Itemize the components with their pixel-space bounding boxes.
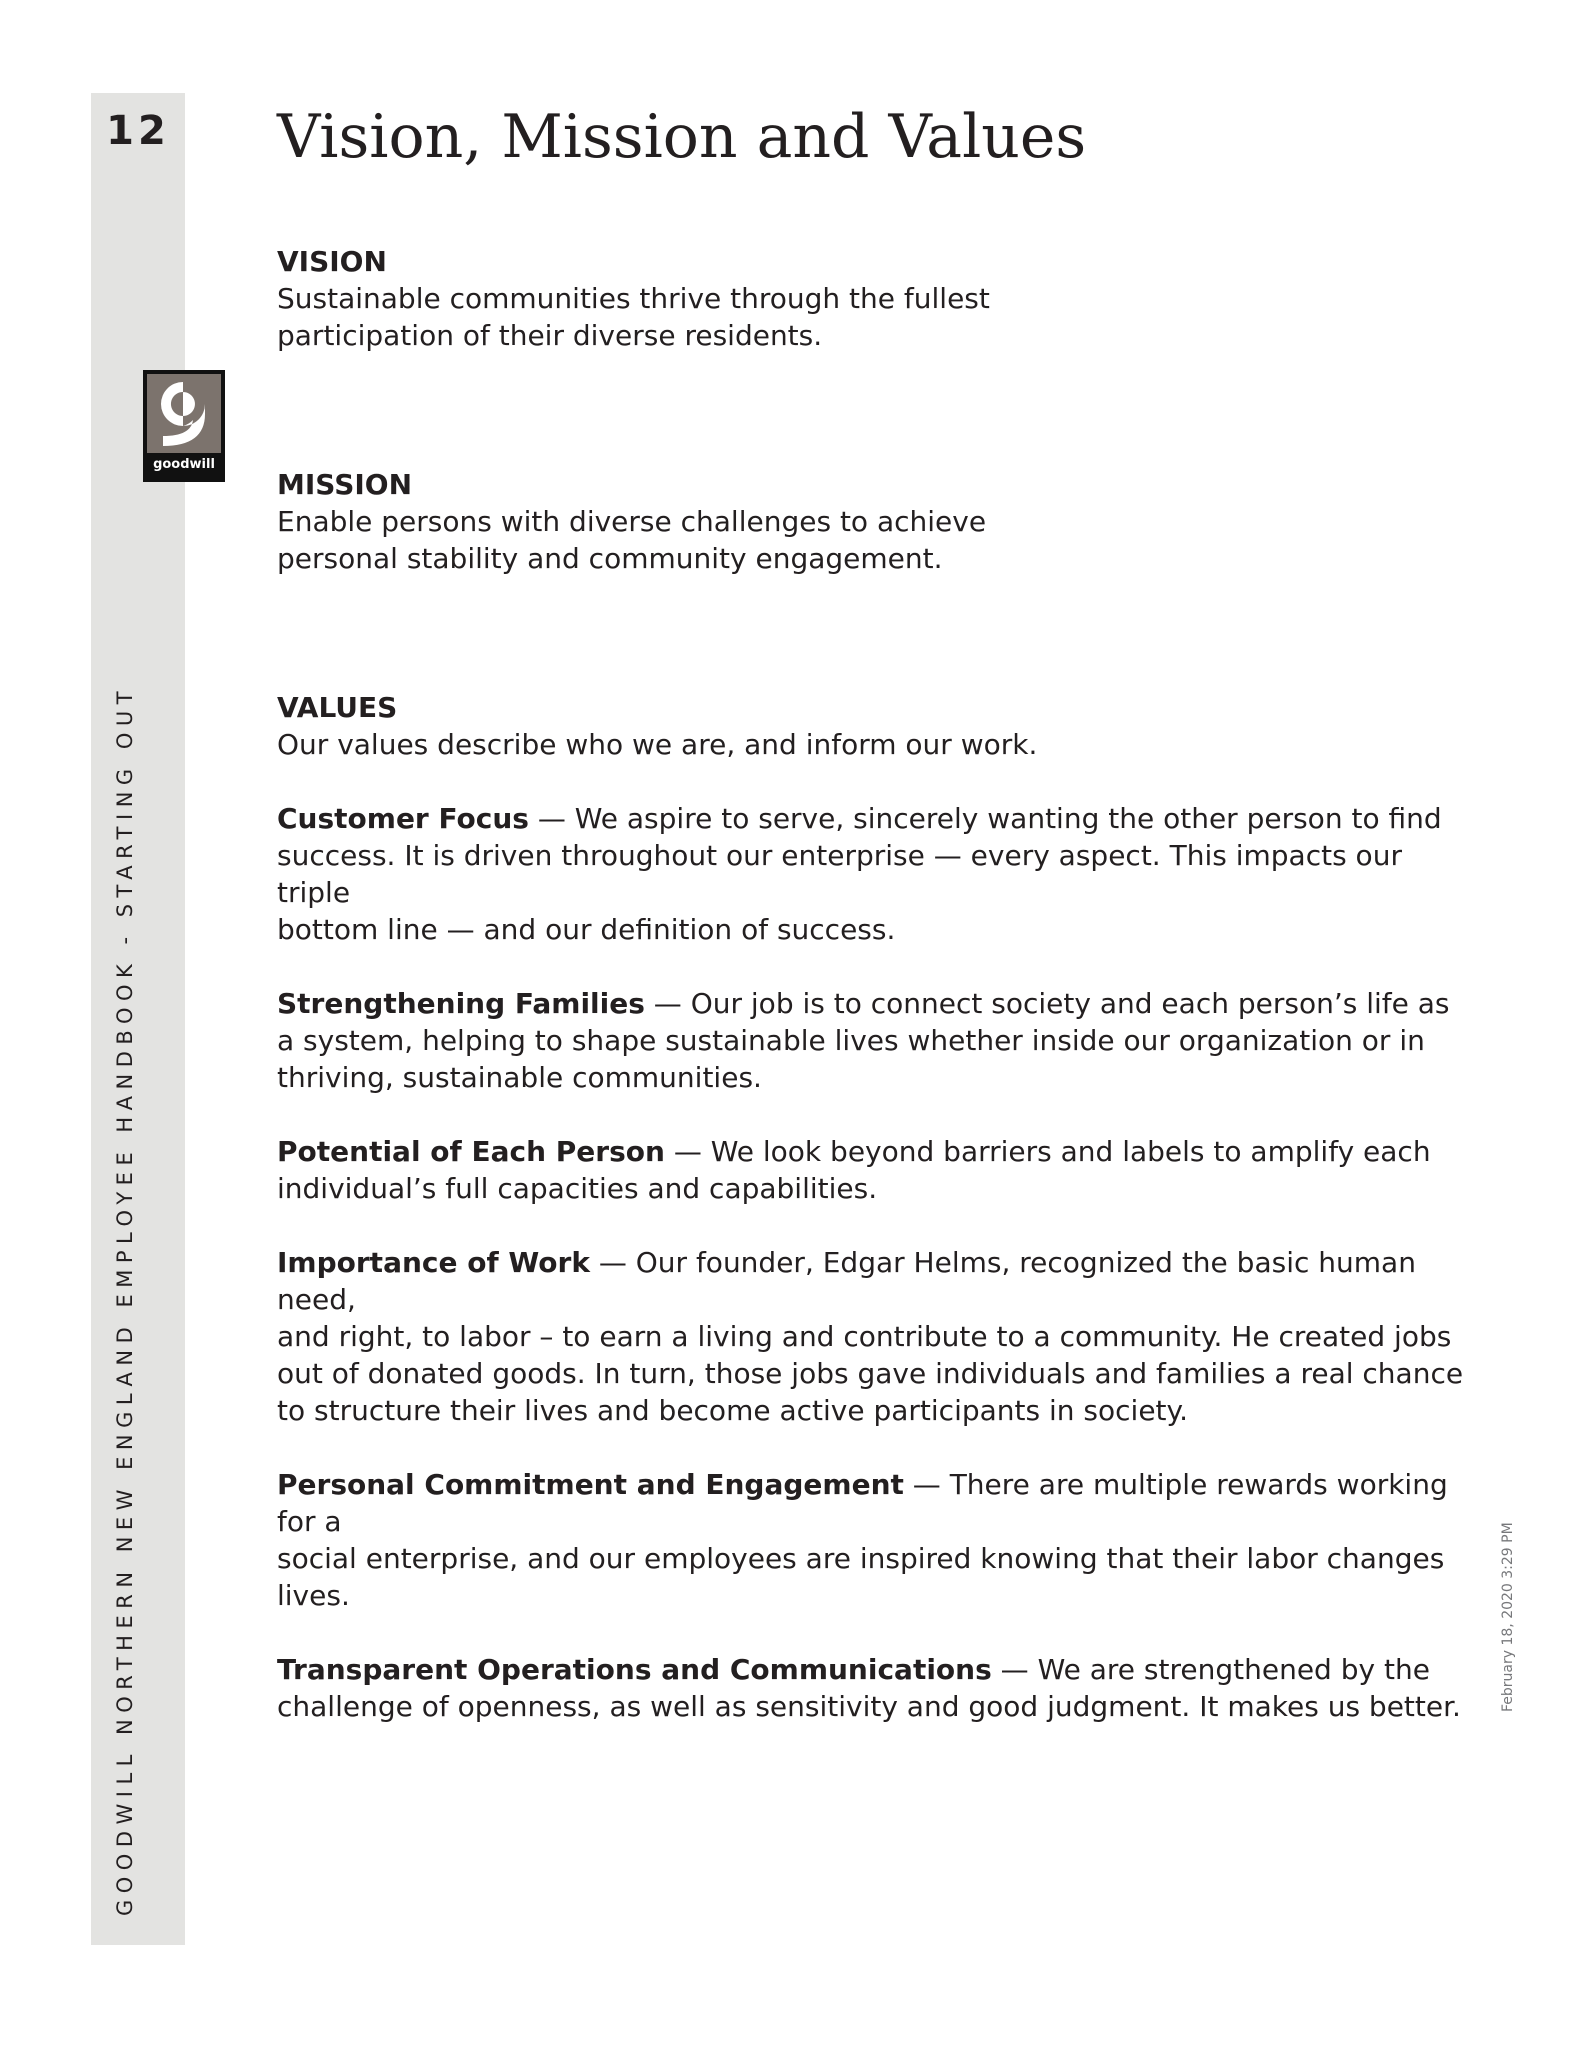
value-customer-focus — [277, 800, 1477, 948]
value-text: out of donated goods. In turn, those jobs gave individuals and families a real chance — [277, 1357, 1464, 1390]
mission-section — [277, 466, 1477, 577]
value-text: bottom line — and our definition of success. — [277, 913, 896, 946]
value-text: a system, helping to shape sustainable lives whether inside our organization or in — [277, 1024, 1425, 1057]
value-text: social enterprise, and our employees are inspired knowing that their labor changes — [277, 1542, 1445, 1575]
value-text: — Our founder, Edgar Helms, recognized the basic human need, — [277, 1246, 1416, 1316]
value-importance-of-work — [277, 1244, 1477, 1429]
logo-g-glyph — [147, 374, 221, 453]
value-text: — Our job is to connect society and each person’s life as — [644, 987, 1450, 1020]
page-title: Vision, Mission and Values — [277, 102, 1087, 172]
value-potential-of-each-person — [277, 1133, 1477, 1207]
value-text: — We look beyond barriers and labels to amplify each — [664, 1135, 1431, 1168]
vision-text-line: participation of their diverse residents. — [277, 319, 823, 352]
handbook-section-title: GOODWILL NORTHERN NEW ENGLAND EMPLOYEE HANDBOOK - STARTING OUT — [113, 684, 137, 1916]
vision-section — [277, 243, 1477, 354]
print-timestamp: February 18, 2020 3:29 PM — [1500, 1522, 1516, 1712]
value-text: and right, to labor – to earn a living and contribute to a community. He created jobs — [277, 1320, 1452, 1353]
page-number: 12 — [106, 108, 170, 154]
value-name: Importance of Work — [277, 1246, 590, 1279]
value-text: lives. — [277, 1579, 350, 1612]
vision-heading: VISION — [277, 245, 387, 278]
values-section — [277, 689, 1477, 1725]
mission-text-line: Enable persons with diverse challenges to achieve — [277, 505, 987, 538]
value-text: — We are strengthened by the — [991, 1653, 1430, 1686]
value-personal-commitment — [277, 1466, 1477, 1614]
value-text: challenge of openness, as well as sensitivity and good judgment. It makes us better. — [277, 1690, 1461, 1723]
value-text: to structure their lives and become active participants in society. — [277, 1394, 1188, 1427]
value-name: Strengthening Families — [277, 987, 645, 1020]
goodwill-logo — [143, 370, 225, 482]
mission-text-line: personal stability and community engagement. — [277, 542, 943, 575]
value-name: Potential of Each Person — [277, 1135, 665, 1168]
value-strengthening-families — [277, 985, 1477, 1096]
value-text: thriving, sustainable communities. — [277, 1061, 762, 1094]
value-text: success. It is driven throughout our enterprise — every aspect. This impacts our triple — [277, 839, 1402, 909]
value-text: — There are multiple rewards working for a — [277, 1468, 1448, 1538]
values-intro: Our values describe who we are, and inform our work. — [277, 728, 1038, 761]
value-transparent-operations — [277, 1651, 1477, 1725]
mission-heading: MISSION — [277, 468, 413, 501]
value-text: individual’s full capacities and capabilities. — [277, 1172, 878, 1205]
main-content — [277, 243, 1477, 1725]
vision-text-line: Sustainable communities thrive through the fullest — [277, 282, 990, 315]
logo-wordmark: goodwill — [153, 457, 215, 472]
value-name: Personal Commitment and Engagement — [277, 1468, 904, 1501]
value-name: Transparent Operations and Communications — [277, 1653, 992, 1686]
values-heading: VALUES — [277, 691, 398, 724]
value-name: Customer Focus — [277, 802, 529, 835]
value-text: — We aspire to serve, sincerely wanting the other person to find — [528, 802, 1442, 835]
logo-square — [147, 374, 221, 453]
